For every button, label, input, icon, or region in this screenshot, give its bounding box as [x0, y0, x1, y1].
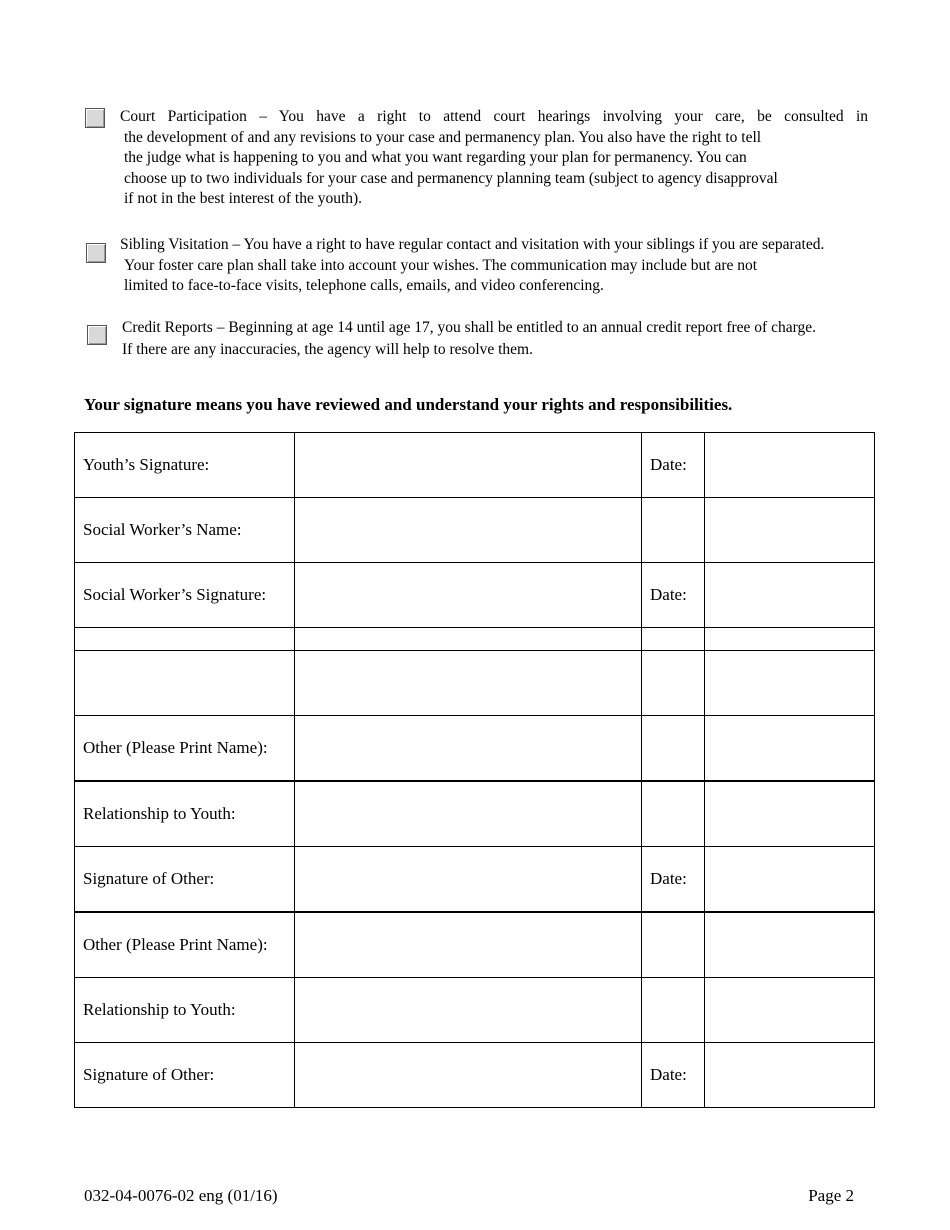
social-worker-name-empty-cell: [642, 498, 705, 563]
credit-reports-checkbox[interactable]: [87, 325, 107, 345]
signature-other-1-field[interactable]: [295, 847, 642, 913]
youth-date-field[interactable]: [705, 433, 875, 498]
other-name-2-field[interactable]: [295, 912, 642, 978]
youth-signature-label: Youth’s Signature:: [75, 433, 295, 498]
relationship-2-label: Relationship to Youth:: [75, 978, 295, 1043]
court-participation-text: [120, 107, 868, 210]
other-name-1-empty-cell: [642, 716, 705, 782]
blank-row-cell-3: [642, 651, 705, 716]
other-name-2-empty-cell-2: [705, 912, 875, 978]
blank-row-field[interactable]: [295, 651, 642, 716]
social-worker-name-label: Social Worker’s Name:: [75, 498, 295, 563]
court-participation-line-1: Court Participation – You have a right to attend court hearings involving your care, be consulted in: [120, 108, 868, 125]
credit-reports-line-2: If there are any inaccuracies, the agency will help to resolve them.: [122, 340, 533, 358]
other-name-1-empty-cell-2: [705, 716, 875, 782]
signature-other-2-field[interactable]: [295, 1043, 642, 1108]
relationship-2-empty-cell-2: [705, 978, 875, 1043]
court-participation-line-4: choose up to two individuals for your case and permanency planning team (subject to agency disapproval: [124, 169, 778, 187]
table-row-youth-signature: [75, 433, 875, 498]
court-participation-line-3: the judge what is happening to you and what you want regarding your plan for permanency. You can: [124, 149, 747, 166]
relationship-1-label: Relationship to Youth:: [75, 781, 295, 847]
sibling-visitation-line-3: limited to face-to-face visits, telephone calls, emails, and video conferencing.: [124, 277, 604, 294]
table-row-relationship-2: [75, 978, 875, 1043]
table-row-relationship-1: [75, 781, 875, 847]
court-participation-checkbox[interactable]: [85, 108, 105, 128]
youth-signature-field[interactable]: [295, 433, 642, 498]
social-worker-signature-label: Social Worker’s Signature:: [75, 563, 295, 628]
blank-row-cell-4[interactable]: [705, 651, 875, 716]
youth-date-label: Date:: [642, 433, 705, 498]
social-worker-date-field[interactable]: [705, 563, 875, 628]
relationship-1-empty-cell: [642, 781, 705, 847]
sibling-visitation-checkbox[interactable]: [86, 243, 106, 263]
social-worker-name-empty-cell-2: [705, 498, 875, 563]
table-row-social-worker-name: [75, 498, 875, 563]
relationship-1-field[interactable]: [295, 781, 642, 847]
signature-heading: Your signature means you have reviewed and understand your rights and responsibilities.: [84, 395, 733, 414]
sibling-visitation-line-2: Your foster care plan shall take into account your wishes. The communication may include but are not: [124, 256, 758, 274]
spacer-cell-4: [705, 628, 875, 651]
sibling-visitation-text: [120, 235, 824, 297]
table-row-spacer: [75, 628, 875, 651]
signature-other-2-date-field[interactable]: [705, 1043, 875, 1108]
page-number: Page 2: [808, 1186, 854, 1205]
table-row-blank: [75, 651, 875, 716]
signature-other-1-date-field[interactable]: [705, 847, 875, 913]
spacer-cell-3: [642, 628, 705, 651]
table-row-other-name-2: [75, 912, 875, 978]
blank-row-label: [75, 651, 295, 716]
court-participation-line-5: if not in the best interest of the youth).: [124, 190, 363, 207]
signature-other-2-date-label: Date:: [642, 1043, 705, 1108]
other-name-2-empty-cell: [642, 912, 705, 978]
sibling-visitation-line-1: Sibling Visitation – You have a right to have regular contact and visitation with your siblings if you are separated.: [120, 236, 825, 253]
relationship-1-empty-cell-2: [705, 781, 875, 847]
spacer-cell-label: [75, 628, 295, 651]
social-worker-signature-field[interactable]: [295, 563, 642, 628]
social-worker-date-label: Date:: [642, 563, 705, 628]
other-name-1-label: Other (Please Print Name):: [75, 716, 295, 782]
table-row-other-name-1: [75, 716, 875, 782]
other-name-1-field[interactable]: [295, 716, 642, 782]
relationship-2-empty-cell: [642, 978, 705, 1043]
table-row-signature-other-2: [75, 1043, 875, 1108]
signature-table: [74, 432, 875, 1108]
social-worker-name-field[interactable]: [295, 498, 642, 563]
credit-reports-text: [122, 318, 816, 360]
other-name-2-label: Other (Please Print Name):: [75, 912, 295, 978]
table-row-social-worker-signature: [75, 563, 875, 628]
relationship-2-field[interactable]: [295, 978, 642, 1043]
spacer-cell-2: [295, 628, 642, 651]
credit-reports-line-1: Credit Reports – Beginning at age 14 until age 17, you shall be entitled to an annual credit report free of charge.: [122, 319, 816, 336]
signature-other-1-label: Signature of Other:: [75, 847, 295, 913]
court-participation-line-2: the development of and any revisions to your case and permanency plan. You also have the right to tell: [124, 128, 762, 146]
form-number: 032-04-0076-02 eng (01/16): [84, 1186, 278, 1205]
signature-other-2-label: Signature of Other:: [75, 1043, 295, 1108]
signature-other-1-date-label: Date:: [642, 847, 705, 913]
table-row-signature-other-1: [75, 847, 875, 913]
